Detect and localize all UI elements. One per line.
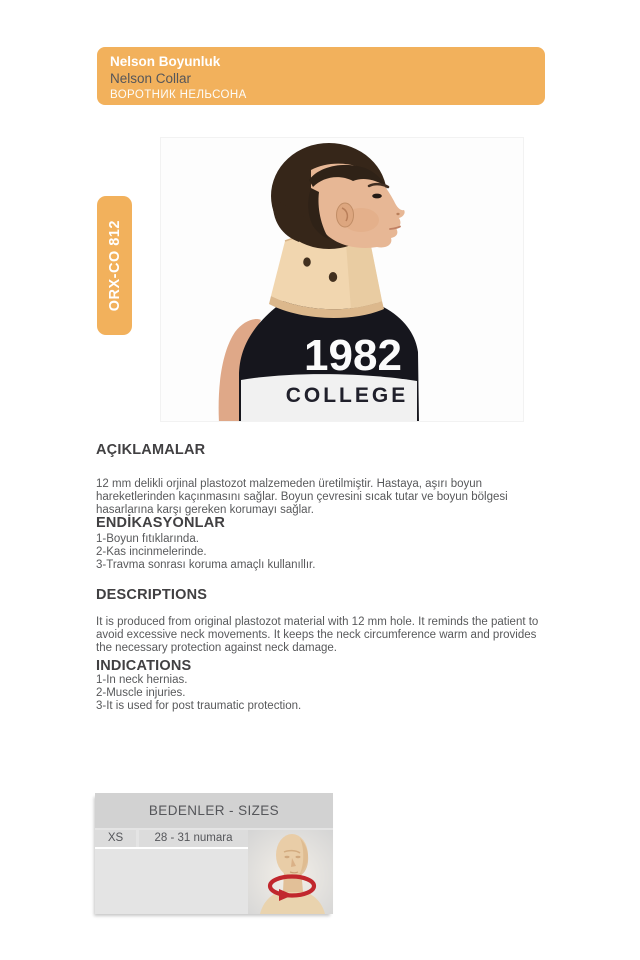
shirt-word-text: COLLEGE bbox=[285, 384, 409, 407]
list-item: 1-In neck hernias. bbox=[96, 674, 188, 686]
shirt-number-text: 1982 bbox=[304, 331, 402, 380]
section-text-descriptions: It is produced from original plastozot material with 12 mm hole. It reminds the patient to avoid excessive neck movements. It keeps the neck circumference warm and provides the necessary protection against neck damage. bbox=[96, 615, 539, 654]
product-code-tab bbox=[97, 196, 132, 335]
sizes-table bbox=[95, 793, 333, 914]
sizes-table-title: BEDENLER - SIZES bbox=[95, 793, 333, 828]
list-item: 3-Travma sonrası koruma amaçlı kullanıllır. bbox=[96, 559, 316, 571]
boy-with-collar-illustration bbox=[161, 138, 524, 422]
product-title-english: Nelson Collar bbox=[110, 71, 192, 86]
product-code: ORX-CO 812 bbox=[106, 219, 123, 312]
mannequin-neck-illustration bbox=[248, 830, 333, 914]
section-heading-aciklamalar: AÇIKLAMALAR bbox=[96, 442, 206, 459]
list-item: 2-Kas incinmelerinde. bbox=[96, 546, 207, 558]
section-heading-indications: INDICATIONS bbox=[96, 658, 192, 675]
product-header bbox=[97, 47, 545, 105]
section-text-aciklamalar: 12 mm delikli orjinal plastozot malzemeden üretilmiştir. Hastaya, aşırı boyun hareketlerinden kaçınmasını sağlar. Boyun çevresini sıcak tutar ve boyun bölgesi hasarlarına karşı gereken korumayı sağlar. bbox=[96, 477, 508, 516]
list-item: 2-Muscle injuries. bbox=[96, 687, 186, 699]
neck-measurement-image bbox=[248, 830, 333, 914]
ear bbox=[337, 203, 354, 227]
eye bbox=[372, 194, 382, 199]
product-photo bbox=[160, 137, 524, 422]
section-list-endikasyonlar bbox=[96, 533, 548, 572]
list-item: 1-Boyun fıtıklarında. bbox=[96, 533, 199, 545]
head bbox=[271, 143, 405, 249]
collar-hole bbox=[303, 257, 311, 266]
section-heading-descriptions: DESCRIPTIONS bbox=[96, 587, 208, 604]
product-title-russian: ВОРОТНИК НЕЛЬСОНА bbox=[110, 89, 247, 101]
collar-hole bbox=[329, 272, 337, 282]
list-item: 3-It is used for post traumatic protection. bbox=[96, 700, 302, 712]
size-cell: XS bbox=[95, 830, 136, 847]
section-list-indications bbox=[96, 674, 548, 713]
table-row bbox=[95, 830, 248, 849]
section-heading-endikasyonlar: ENDİKASYONLAR bbox=[96, 515, 226, 532]
product-title-turkish: Nelson Boyunluk bbox=[110, 54, 221, 69]
range-cell: 28 - 31 numara bbox=[139, 830, 248, 847]
